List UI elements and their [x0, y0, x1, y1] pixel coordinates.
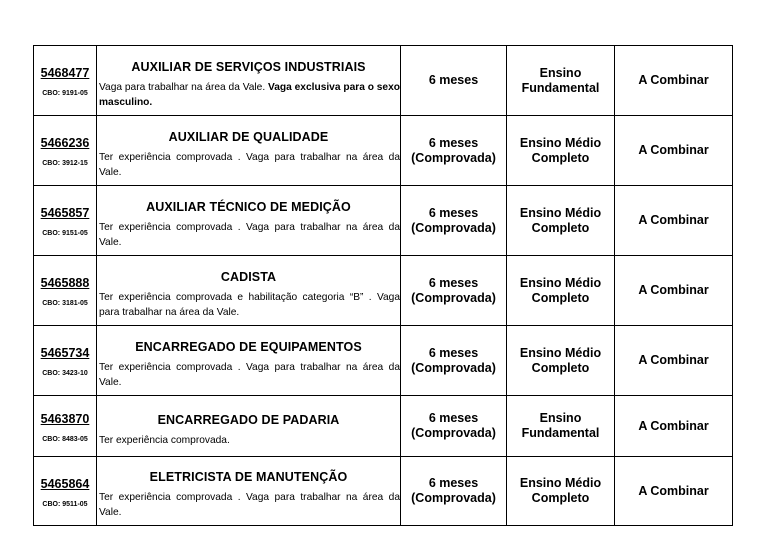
job-title: AUXILIAR DE QUALIDADE — [168, 129, 329, 144]
code-cell — [34, 326, 97, 396]
duration-cell — [401, 46, 507, 116]
description-cell — [97, 326, 401, 396]
education-line1: Ensino Médio — [519, 135, 602, 150]
cbo-code: CBO: 3423-10 — [42, 370, 88, 377]
table-row — [34, 116, 733, 186]
table-row — [34, 457, 733, 526]
education-line1: Ensino — [539, 65, 582, 80]
job-title: ELETRICISTA DE MANUTENÇÃO — [149, 470, 348, 484]
description-bold-text: Vaga exclusiva para o sexo masculino. — [99, 81, 400, 108]
job-description: Ter experiência comprovada . Vaga para trabalhar na área da Vale. — [99, 361, 400, 388]
description-cell — [97, 457, 401, 526]
description-cell — [97, 396, 401, 457]
code-cell — [34, 46, 97, 116]
job-description: Ter experiência comprovada. — [99, 434, 230, 446]
duration-cell — [401, 457, 507, 526]
duration-line2: (Comprovada) — [411, 426, 496, 440]
salary-cell — [615, 186, 733, 256]
duration-line1: 6 meses — [428, 73, 479, 87]
cbo-code: CBO: 9511-05 — [42, 500, 88, 508]
education-cell — [507, 256, 615, 326]
salary: A Combinar — [638, 483, 709, 498]
description-cell — [97, 186, 401, 256]
job-description: Ter experiência comprovada . Vaga para trabalhar na área da Vale. — [99, 151, 400, 178]
duration-line1: 6 meses — [428, 205, 479, 220]
duration-cell — [401, 186, 507, 256]
duration-line2: (Comprovada) — [411, 360, 496, 375]
job-code: 5463870 — [40, 411, 90, 426]
job-description: Ter experiência comprovada . Vaga para trabalhar na área da Vale. — [99, 221, 400, 248]
education-line1: Ensino Médio — [519, 476, 602, 490]
job-description — [97, 80, 400, 110]
job-listings-table — [33, 45, 733, 526]
job-description: Ter experiência comprovada . Vaga para trabalhar na área da Vale. — [99, 492, 400, 518]
cbo-code: CBO: 3912-15 — [42, 160, 88, 167]
duration-line2: (Comprovada) — [411, 290, 496, 305]
salary-cell — [615, 396, 733, 457]
job-code: 5465734 — [40, 346, 90, 360]
education-cell — [507, 116, 615, 186]
cbo-code: CBO: 9191-05 — [42, 90, 88, 97]
duration-line1: 6 meses — [428, 275, 479, 290]
education-line2: Fundamental — [521, 80, 600, 95]
duration-line2: (Comprovada) — [411, 220, 496, 235]
duration-line1: 6 meses — [428, 411, 479, 425]
duration-cell — [401, 116, 507, 186]
description-cell — [97, 116, 401, 186]
education-cell — [507, 326, 615, 396]
education-line2: Fundamental — [521, 426, 600, 440]
job-code: 5465857 — [40, 206, 90, 220]
education-line1: Ensino — [539, 411, 582, 425]
salary-cell — [615, 116, 733, 186]
education-cell — [507, 396, 615, 457]
job-description: Ter experiência comprovada e habilitação categoria “B” . Vaga para trabalhar na área da Vale. — [99, 291, 400, 318]
description-text: Vaga para trabalhar na área da Vale. — [99, 81, 266, 93]
table-row — [34, 396, 733, 457]
code-cell — [34, 457, 97, 526]
salary: A Combinar — [638, 283, 709, 297]
duration-line1: 6 meses — [428, 345, 479, 360]
cbo-code: CBO: 8483-05 — [42, 435, 88, 443]
code-cell — [34, 186, 97, 256]
table-row — [34, 326, 733, 396]
education-line2: Completo — [531, 491, 590, 505]
salary: A Combinar — [638, 418, 709, 433]
code-cell — [34, 116, 97, 186]
education-line1: Ensino Médio — [519, 205, 602, 220]
description-cell — [97, 46, 401, 116]
salary-cell — [615, 256, 733, 326]
table-row — [34, 256, 733, 326]
job-code: 5465888 — [40, 276, 90, 290]
job-code: 5466236 — [40, 136, 90, 150]
job-title: ENCARREGADO DE PADARIA — [157, 412, 340, 427]
duration-cell — [401, 256, 507, 326]
education-line2: Completo — [531, 290, 590, 305]
education-line2: Completo — [531, 220, 590, 235]
code-cell — [34, 396, 97, 457]
cbo-code: CBO: 3181-05 — [42, 300, 88, 307]
description-cell — [97, 256, 401, 326]
education-line1: Ensino Médio — [519, 275, 602, 290]
duration-cell — [401, 396, 507, 457]
duration-line2: (Comprovada) — [411, 150, 496, 165]
education-line2: Completo — [531, 360, 590, 375]
cbo-code: CBO: 9151-05 — [42, 230, 88, 237]
salary: A Combinar — [638, 213, 709, 227]
education-line1: Ensino Médio — [519, 345, 602, 360]
education-line2: Completo — [531, 150, 590, 165]
code-cell — [34, 256, 97, 326]
duration-line1: 6 meses — [428, 476, 479, 490]
salary-cell — [615, 457, 733, 526]
salary: A Combinar — [638, 143, 709, 157]
job-code: 5468477 — [40, 66, 90, 80]
salary-cell — [615, 46, 733, 116]
salary: A Combinar — [638, 353, 709, 367]
table-row — [34, 46, 733, 116]
duration-line1: 6 meses — [428, 135, 479, 150]
salary: A Combinar — [638, 73, 709, 87]
job-title: ENCARREGADO DE EQUIPAMENTOS — [135, 339, 362, 354]
job-title: AUXILIAR TÉCNICO DE MEDIÇÃO — [146, 199, 351, 214]
education-cell — [507, 186, 615, 256]
job-title: AUXILIAR DE SERVIÇOS INDUSTRIAIS — [131, 59, 366, 74]
education-cell — [507, 46, 615, 116]
duration-cell — [401, 326, 507, 396]
job-code: 5465864 — [40, 476, 90, 491]
table-row — [34, 186, 733, 256]
education-cell — [507, 457, 615, 526]
duration-line2: (Comprovada) — [411, 491, 496, 505]
salary-cell — [615, 326, 733, 396]
job-title: CADISTA — [220, 269, 277, 284]
